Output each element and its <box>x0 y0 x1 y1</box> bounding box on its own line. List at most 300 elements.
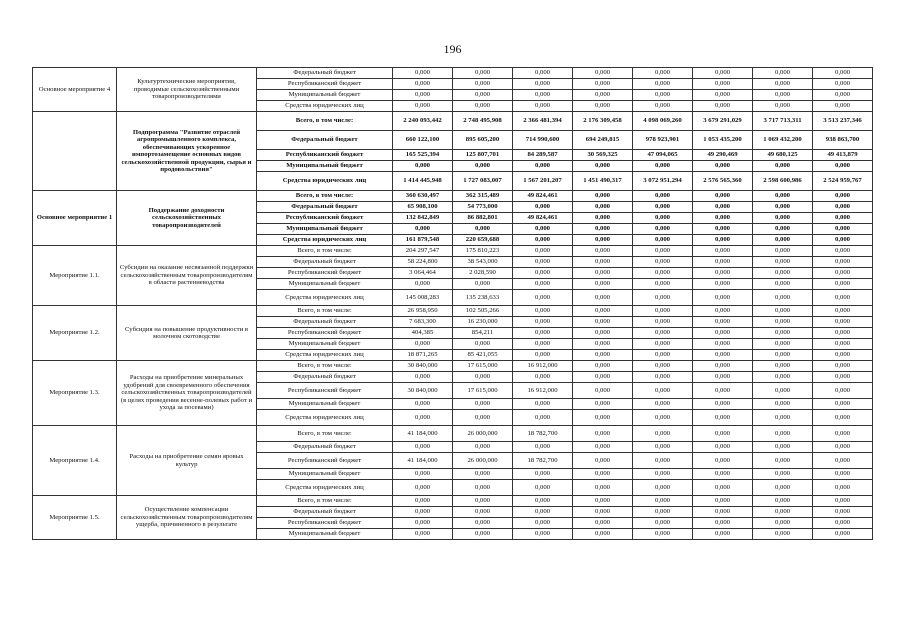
amount-cell: 0,000 <box>813 79 873 90</box>
amount-cell: 0,000 <box>693 372 753 383</box>
amount-cell: 0,000 <box>813 279 873 290</box>
amount-cell: 360 630,497 <box>393 191 453 202</box>
amount-cell: 0,000 <box>513 317 573 328</box>
amount-cell: 0,000 <box>633 350 693 361</box>
funding-source: Республиканский бюджет <box>257 383 393 399</box>
amount-cell: 0,000 <box>813 496 873 507</box>
amount-cell: 0,000 <box>693 518 753 529</box>
funding-source: Республиканский бюджет <box>257 453 393 469</box>
amount-cell: 404,385 <box>393 328 453 339</box>
amount-cell: 0,000 <box>813 426 873 442</box>
amount-cell: 0,000 <box>753 191 813 202</box>
amount-cell: 175 810,223 <box>453 246 513 257</box>
budget-table <box>32 67 873 540</box>
amount-cell: 0,000 <box>513 339 573 350</box>
amount-cell: 0,000 <box>633 361 693 372</box>
funding-source: Федеральный бюджет <box>257 131 393 150</box>
funding-source: Муниципальный бюджет <box>257 279 393 290</box>
amount-cell: 0,000 <box>633 383 693 399</box>
amount-cell: 0,000 <box>693 279 753 290</box>
amount-cell: 0,000 <box>633 161 693 172</box>
amount-cell: 0,000 <box>453 339 513 350</box>
amount-cell: 0,000 <box>453 79 513 90</box>
amount-cell: 47 094,065 <box>633 150 693 161</box>
amount-cell: 3 679 291,029 <box>693 112 753 131</box>
funding-source: Республиканский бюджет <box>257 79 393 90</box>
amount-cell: 0,000 <box>753 101 813 112</box>
amount-cell: 0,000 <box>393 339 453 350</box>
amount-cell: 17 615,000 <box>453 361 513 372</box>
amount-cell: 0,000 <box>513 442 573 453</box>
amount-cell: 0,000 <box>453 279 513 290</box>
amount-cell: 0,000 <box>393 442 453 453</box>
funding-source: Всего, в том числе: <box>257 112 393 131</box>
amount-cell: 714 990,600 <box>513 131 573 150</box>
amount-cell: 0,000 <box>693 410 753 426</box>
funding-source: Средства юридических лиц <box>257 480 393 496</box>
table-row <box>33 68 873 79</box>
amount-cell: 0,000 <box>633 290 693 306</box>
amount-cell: 0,000 <box>753 518 813 529</box>
amount-cell: 0,000 <box>693 399 753 410</box>
amount-cell: 0,000 <box>633 529 693 540</box>
amount-cell: 0,000 <box>633 246 693 257</box>
amount-cell: 0,000 <box>573 202 633 213</box>
funding-source: Всего, в том числе: <box>257 361 393 372</box>
amount-cell: 0,000 <box>693 529 753 540</box>
amount-cell: 0,000 <box>513 306 573 317</box>
amount-cell: 0,000 <box>513 410 573 426</box>
amount-cell: 0,000 <box>573 224 633 235</box>
amount-cell: 0,000 <box>693 235 753 246</box>
amount-cell: 0,000 <box>513 90 573 101</box>
funding-source: Республиканский бюджет <box>257 150 393 161</box>
amount-cell: 30 569,325 <box>573 150 633 161</box>
amount-cell: 0,000 <box>753 246 813 257</box>
amount-cell: 0,000 <box>513 290 573 306</box>
amount-cell: 0,000 <box>393 469 453 480</box>
amount-cell: 0,000 <box>513 257 573 268</box>
amount-cell: 0,000 <box>693 68 753 79</box>
amount-cell: 16 230,000 <box>453 317 513 328</box>
amount-cell: 0,000 <box>633 339 693 350</box>
amount-cell: 0,000 <box>753 257 813 268</box>
amount-cell: 0,000 <box>633 317 693 328</box>
amount-cell: 0,000 <box>753 224 813 235</box>
amount-cell: 0,000 <box>453 529 513 540</box>
amount-cell: 3 513 237,346 <box>813 112 873 131</box>
amount-cell: 0,000 <box>453 161 513 172</box>
amount-cell: 18 782,700 <box>513 453 573 469</box>
amount-cell: 0,000 <box>693 257 753 268</box>
amount-cell: 0,000 <box>813 90 873 101</box>
amount-cell: 0,000 <box>573 410 633 426</box>
amount-cell: 694 249,815 <box>573 131 633 150</box>
amount-cell: 0,000 <box>573 268 633 279</box>
amount-cell: 49 824,461 <box>513 213 573 224</box>
funding-source: Федеральный бюджет <box>257 372 393 383</box>
amount-cell: 30 840,000 <box>393 383 453 399</box>
amount-cell: 0,000 <box>753 213 813 224</box>
funding-source: Федеральный бюджет <box>257 257 393 268</box>
row-group-description: Подпрограмма "Развитие отраслей агропромышленного комплекса, обеспечивающих ускоренное импортозамещение основных видов сельскохозяйственной продукции, сырья и продовольствия" <box>117 112 257 191</box>
amount-cell: 0,000 <box>393 529 453 540</box>
amount-cell: 38 543,000 <box>453 257 513 268</box>
amount-cell: 0,000 <box>693 480 753 496</box>
amount-cell: 2 576 565,360 <box>693 172 753 191</box>
amount-cell: 0,000 <box>813 339 873 350</box>
amount-cell: 0,000 <box>633 306 693 317</box>
amount-cell: 1 069 432,200 <box>753 131 813 150</box>
amount-cell: 0,000 <box>633 235 693 246</box>
amount-cell: 0,000 <box>633 101 693 112</box>
amount-cell: 0,000 <box>393 410 453 426</box>
amount-cell: 0,000 <box>693 442 753 453</box>
amount-cell: 0,000 <box>753 339 813 350</box>
funding-source: Муниципальный бюджет <box>257 399 393 410</box>
amount-cell: 0,000 <box>573 442 633 453</box>
amount-cell: 161 879,548 <box>393 235 453 246</box>
amount-cell: 0,000 <box>633 426 693 442</box>
amount-cell: 0,000 <box>753 399 813 410</box>
amount-cell: 0,000 <box>573 529 633 540</box>
amount-cell: 0,000 <box>753 279 813 290</box>
amount-cell: 0,000 <box>693 246 753 257</box>
row-group-description: Субсидия на повышение продуктивности в молочном скотоводстве <box>117 306 257 361</box>
funding-source: Средства юридических лиц <box>257 101 393 112</box>
amount-cell: 0,000 <box>573 518 633 529</box>
amount-cell: 0,000 <box>813 246 873 257</box>
amount-cell: 0,000 <box>453 372 513 383</box>
amount-cell: 1 414 445,948 <box>393 172 453 191</box>
amount-cell: 0,000 <box>573 90 633 101</box>
amount-cell: 49 824,461 <box>513 191 573 202</box>
amount-cell: 0,000 <box>513 518 573 529</box>
funding-source: Муниципальный бюджет <box>257 469 393 480</box>
table-row <box>33 246 873 257</box>
funding-source: Всего, в том числе: <box>257 246 393 257</box>
amount-cell: 0,000 <box>633 453 693 469</box>
amount-cell: 58 224,800 <box>393 257 453 268</box>
amount-cell: 0,000 <box>753 79 813 90</box>
row-group-name: Мероприятие 1.1. <box>33 246 117 306</box>
amount-cell: 0,000 <box>633 442 693 453</box>
amount-cell: 0,000 <box>813 306 873 317</box>
amount-cell: 0,000 <box>693 383 753 399</box>
amount-cell: 0,000 <box>753 410 813 426</box>
amount-cell: 0,000 <box>393 90 453 101</box>
amount-cell: 0,000 <box>513 202 573 213</box>
amount-cell: 0,000 <box>753 507 813 518</box>
funding-source: Средства юридических лиц <box>257 350 393 361</box>
amount-cell: 0,000 <box>453 480 513 496</box>
amount-cell: 1 451 490,317 <box>573 172 633 191</box>
amount-cell: 362 315,489 <box>453 191 513 202</box>
amount-cell: 0,000 <box>813 350 873 361</box>
amount-cell: 0,000 <box>633 372 693 383</box>
amount-cell: 0,000 <box>693 202 753 213</box>
amount-cell: 0,000 <box>633 496 693 507</box>
amount-cell: 84 289,587 <box>513 150 573 161</box>
funding-source: Средства юридических лиц <box>257 410 393 426</box>
row-group-name: Основное мероприятие 4 <box>33 68 117 112</box>
amount-cell: 2 598 600,986 <box>753 172 813 191</box>
amount-cell: 0,000 <box>573 426 633 442</box>
amount-cell: 2 240 093,442 <box>393 112 453 131</box>
funding-source: Всего, в том числе: <box>257 426 393 442</box>
amount-cell: 0,000 <box>813 268 873 279</box>
row-group-description: Расходы на приобретение минеральных удобрений для своевременного обеспечения сельскохозяйственных товаропроизводителей (в целях проведения весенне-полевых работ и ухода за посевами) <box>117 361 257 426</box>
amount-cell: 0,000 <box>513 350 573 361</box>
amount-cell: 0,000 <box>453 224 513 235</box>
amount-cell: 0,000 <box>813 235 873 246</box>
funding-source: Всего, в том числе: <box>257 306 393 317</box>
amount-cell: 0,000 <box>393 79 453 90</box>
amount-cell: 0,000 <box>693 290 753 306</box>
amount-cell: 0,000 <box>573 246 633 257</box>
table-row <box>33 191 873 202</box>
funding-source: Муниципальный бюджет <box>257 90 393 101</box>
row-group-name: Мероприятие 1.4. <box>33 426 117 496</box>
row-group-description: Культуртехнические мероприятия, проводимые сельскохозяйственными товаропроизводителями <box>117 68 257 112</box>
amount-cell: 0,000 <box>753 202 813 213</box>
amount-cell: 0,000 <box>573 496 633 507</box>
amount-cell: 0,000 <box>453 469 513 480</box>
amount-cell: 0,000 <box>513 68 573 79</box>
amount-cell: 0,000 <box>513 529 573 540</box>
amount-cell: 0,000 <box>813 410 873 426</box>
amount-cell: 0,000 <box>753 317 813 328</box>
amount-cell: 3 072 951,294 <box>633 172 693 191</box>
funding-source: Республиканский бюджет <box>257 213 393 224</box>
amount-cell: 220 659,688 <box>453 235 513 246</box>
amount-cell: 165 525,394 <box>393 150 453 161</box>
amount-cell: 0,000 <box>393 279 453 290</box>
amount-cell: 0,000 <box>753 469 813 480</box>
amount-cell: 895 605,200 <box>453 131 513 150</box>
amount-cell: 0,000 <box>753 383 813 399</box>
amount-cell: 0,000 <box>393 518 453 529</box>
amount-cell: 0,000 <box>573 235 633 246</box>
amount-cell: 0,000 <box>693 161 753 172</box>
amount-cell: 0,000 <box>513 469 573 480</box>
row-group-name <box>33 112 117 191</box>
amount-cell: 125 807,701 <box>453 150 513 161</box>
funding-source: Всего, в том числе: <box>257 191 393 202</box>
amount-cell: 0,000 <box>813 399 873 410</box>
amount-cell: 0,000 <box>633 328 693 339</box>
page-number: 196 <box>443 42 462 56</box>
amount-cell: 0,000 <box>393 372 453 383</box>
amount-cell: 0,000 <box>753 426 813 442</box>
amount-cell: 0,000 <box>693 426 753 442</box>
amount-cell: 0,000 <box>573 279 633 290</box>
amount-cell: 0,000 <box>633 68 693 79</box>
row-group-description: Осуществление компенсации сельскохозяйственным товаропроизводителям ущерба, причиненного в результате <box>117 496 257 540</box>
amount-cell: 0,000 <box>693 224 753 235</box>
amount-cell: 0,000 <box>693 339 753 350</box>
amount-cell: 0,000 <box>573 213 633 224</box>
amount-cell: 0,000 <box>813 453 873 469</box>
amount-cell: 0,000 <box>813 469 873 480</box>
amount-cell: 0,000 <box>513 372 573 383</box>
amount-cell: 0,000 <box>573 399 633 410</box>
amount-cell: 0,000 <box>753 496 813 507</box>
amount-cell: 7 683,300 <box>393 317 453 328</box>
amount-cell: 938 863,700 <box>813 131 873 150</box>
amount-cell: 0,000 <box>393 496 453 507</box>
amount-cell: 41 184,000 <box>393 426 453 442</box>
amount-cell: 0,000 <box>393 68 453 79</box>
amount-cell: 0,000 <box>753 480 813 496</box>
funding-source: Средства юридических лиц <box>257 235 393 246</box>
amount-cell: 0,000 <box>693 191 753 202</box>
amount-cell: 2 366 481,394 <box>513 112 573 131</box>
amount-cell: 3 064,464 <box>393 268 453 279</box>
amount-cell: 0,000 <box>753 350 813 361</box>
amount-cell: 0,000 <box>393 101 453 112</box>
amount-cell: 0,000 <box>753 161 813 172</box>
amount-cell: 18 871,265 <box>393 350 453 361</box>
amount-cell: 102 505,266 <box>453 306 513 317</box>
amount-cell: 3 717 713,311 <box>753 112 813 131</box>
amount-cell: 0,000 <box>813 224 873 235</box>
amount-cell: 0,000 <box>573 453 633 469</box>
amount-cell: 0,000 <box>513 496 573 507</box>
amount-cell: 0,000 <box>513 328 573 339</box>
amount-cell: 0,000 <box>573 469 633 480</box>
amount-cell: 0,000 <box>693 268 753 279</box>
amount-cell: 854,211 <box>453 328 513 339</box>
budget-table-body <box>33 68 873 540</box>
row-group-name: Мероприятие 1.5. <box>33 496 117 540</box>
amount-cell: 16 912,000 <box>513 361 573 372</box>
amount-cell: 49 413,879 <box>813 150 873 161</box>
amount-cell: 0,000 <box>813 161 873 172</box>
amount-cell: 26 958,950 <box>393 306 453 317</box>
amount-cell: 0,000 <box>453 518 513 529</box>
amount-cell: 0,000 <box>693 496 753 507</box>
amount-cell: 2 748 495,908 <box>453 112 513 131</box>
amount-cell: 0,000 <box>513 101 573 112</box>
amount-cell: 0,000 <box>393 507 453 518</box>
amount-cell: 0,000 <box>693 317 753 328</box>
amount-cell: 85 421,055 <box>453 350 513 361</box>
amount-cell: 0,000 <box>573 161 633 172</box>
funding-source: Федеральный бюджет <box>257 442 393 453</box>
amount-cell: 0,000 <box>693 361 753 372</box>
amount-cell: 0,000 <box>693 507 753 518</box>
amount-cell: 0,000 <box>813 257 873 268</box>
amount-cell: 54 773,000 <box>453 202 513 213</box>
amount-cell: 0,000 <box>513 268 573 279</box>
amount-cell: 0,000 <box>453 410 513 426</box>
amount-cell: 660 122,100 <box>393 131 453 150</box>
table-row <box>33 361 873 372</box>
amount-cell: 132 842,849 <box>393 213 453 224</box>
amount-cell: 0,000 <box>513 79 573 90</box>
amount-cell: 0,000 <box>513 224 573 235</box>
amount-cell: 30 840,000 <box>393 361 453 372</box>
amount-cell: 0,000 <box>633 79 693 90</box>
funding-source: Федеральный бюджет <box>257 507 393 518</box>
amount-cell: 0,000 <box>753 442 813 453</box>
funding-source: Республиканский бюджет <box>257 328 393 339</box>
amount-cell: 65 908,100 <box>393 202 453 213</box>
amount-cell: 0,000 <box>633 399 693 410</box>
amount-cell: 0,000 <box>453 399 513 410</box>
amount-cell: 0,000 <box>693 101 753 112</box>
amount-cell: 41 184,000 <box>393 453 453 469</box>
amount-cell: 0,000 <box>813 328 873 339</box>
row-group-description: Субсидии на оказание несвязанной поддержки сельскохозяйственным товаропроизводителям в области растениеводства <box>117 246 257 306</box>
funding-source: Муниципальный бюджет <box>257 224 393 235</box>
amount-cell: 26 000,000 <box>453 453 513 469</box>
row-group-description: Расходы на приобретение семян яровых культур <box>117 426 257 496</box>
amount-cell: 0,000 <box>633 518 693 529</box>
funding-source: Федеральный бюджет <box>257 317 393 328</box>
amount-cell: 1 053 435,200 <box>693 131 753 150</box>
amount-cell: 0,000 <box>453 101 513 112</box>
row-group-name: Мероприятие 1.3. <box>33 361 117 426</box>
amount-cell: 2 524 959,767 <box>813 172 873 191</box>
amount-cell: 18 782,700 <box>513 426 573 442</box>
amount-cell: 0,000 <box>753 529 813 540</box>
amount-cell: 0,000 <box>393 161 453 172</box>
funding-source: Муниципальный бюджет <box>257 161 393 172</box>
amount-cell: 0,000 <box>693 350 753 361</box>
amount-cell: 0,000 <box>393 224 453 235</box>
amount-cell: 0,000 <box>753 268 813 279</box>
funding-source: Средства юридических лиц <box>257 290 393 306</box>
amount-cell: 0,000 <box>573 79 633 90</box>
amount-cell: 0,000 <box>573 257 633 268</box>
amount-cell: 0,000 <box>813 290 873 306</box>
amount-cell: 0,000 <box>693 213 753 224</box>
amount-cell: 0,000 <box>633 480 693 496</box>
amount-cell: 0,000 <box>633 469 693 480</box>
amount-cell: 0,000 <box>573 328 633 339</box>
amount-cell: 2 028,590 <box>453 268 513 279</box>
amount-cell: 0,000 <box>633 268 693 279</box>
amount-cell: 17 615,000 <box>453 383 513 399</box>
funding-source: Республиканский бюджет <box>257 518 393 529</box>
amount-cell: 0,000 <box>813 191 873 202</box>
amount-cell: 0,000 <box>753 328 813 339</box>
amount-cell: 49 290,469 <box>693 150 753 161</box>
amount-cell: 0,000 <box>453 442 513 453</box>
amount-cell: 1 727 083,007 <box>453 172 513 191</box>
amount-cell: 0,000 <box>513 399 573 410</box>
amount-cell: 0,000 <box>453 68 513 79</box>
amount-cell: 0,000 <box>513 279 573 290</box>
amount-cell: 0,000 <box>573 68 633 79</box>
amount-cell: 86 882,801 <box>453 213 513 224</box>
amount-cell: 0,000 <box>813 480 873 496</box>
funding-source: Федеральный бюджет <box>257 68 393 79</box>
amount-cell: 0,000 <box>633 410 693 426</box>
table-row <box>33 112 873 131</box>
funding-source: Федеральный бюджет <box>257 202 393 213</box>
amount-cell: 0,000 <box>633 279 693 290</box>
amount-cell: 0,000 <box>813 68 873 79</box>
amount-cell: 0,000 <box>633 257 693 268</box>
amount-cell: 204 297,547 <box>393 246 453 257</box>
amount-cell: 0,000 <box>753 90 813 101</box>
amount-cell: 0,000 <box>573 372 633 383</box>
amount-cell: 0,000 <box>813 383 873 399</box>
table-row <box>33 496 873 507</box>
